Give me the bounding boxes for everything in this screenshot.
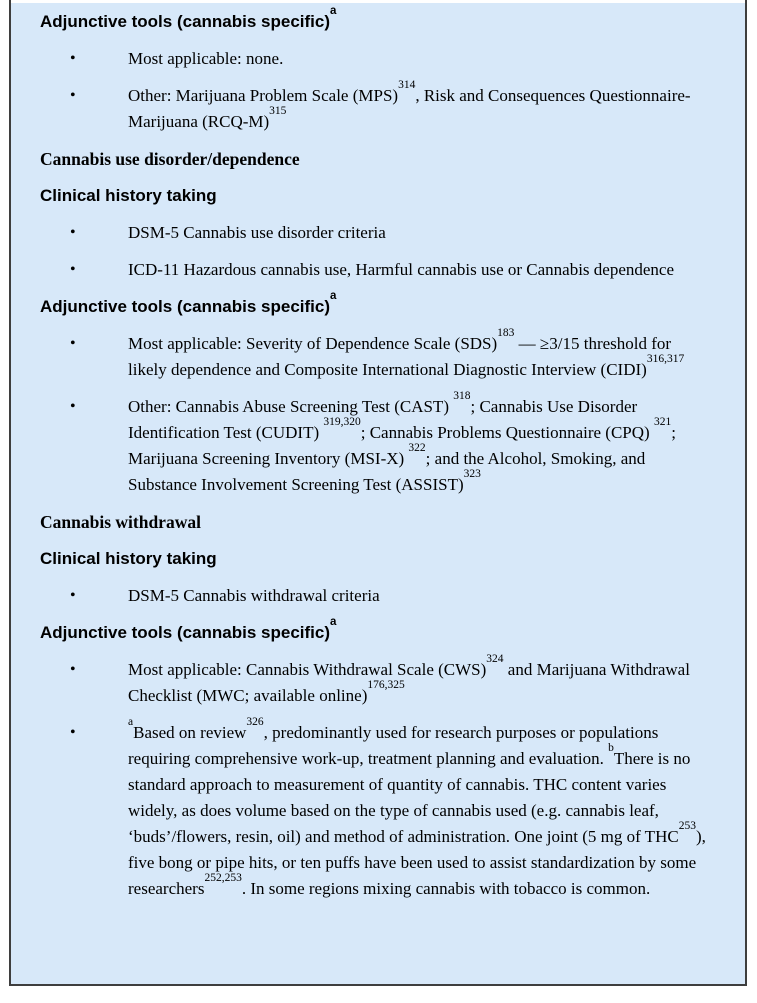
item-dsm5-use-disorder [40, 220, 713, 246]
superscript-reference: 176,325 [367, 679, 405, 692]
superscript-reference: 314 [398, 79, 416, 92]
bullet-icon: • [70, 261, 76, 278]
item-icd11 [40, 257, 713, 283]
bullet-icon: • [70, 587, 76, 604]
list-item-text: Most applicable: none. [128, 49, 284, 68]
bullet-icon: • [70, 661, 76, 678]
superscript-reference: a [128, 716, 134, 729]
bullet-icon: • [70, 224, 76, 241]
superscript-reference: 315 [269, 105, 287, 118]
list-item-text: Most applicable: Cannabis Withdrawal Scale (CWS)$^{324}$ and Marijuana Withdrawal Checklist (MWC; available online)$^{176,325}$ [128, 653, 690, 705]
superscript-reference: a [330, 616, 337, 629]
item-other-cast-cudit-cpq-msix-assist [40, 390, 713, 498]
superscript-reference: a [330, 5, 337, 18]
superscript-reference: b [608, 742, 614, 755]
bullet-icon: • [70, 724, 76, 741]
superscript-reference: 322 [408, 442, 426, 455]
item-dsm5-withdrawal [40, 583, 713, 609]
list-item-text: ICD-11 Hazardous cannabis use, Harmful cannabis use or Cannabis dependence [128, 260, 675, 279]
superscript-reference: 321 [653, 416, 672, 429]
superscript-reference: 323 [463, 468, 481, 481]
list-item-text: Other: Marijuana Problem Scale (MPS)$^{314}$, Risk and Consequences Questionnaire-Marijuana (RCQ-M)$^{315}$ [128, 79, 691, 131]
superscript-reference: 319,320 [323, 416, 361, 429]
assessment-tools-table-cell [9, 0, 747, 986]
superscript-reference: a [330, 290, 337, 303]
superscript-reference: 316,317 [646, 353, 685, 366]
list-item-text: $^a$Based on review$^{326}$, predominantly used for research purposes or populations requiring comprehensive work-up, treatment planning and evaluation. $^b$There is no standard approach to measurement of quantity of cannabis. THC content varies widely, as does volume based on the type of cannabis used (e.g. cannabis leaf, ‘buds’/flowers, resin, oil) and method of administration. One joint (5 mg of THC$^{253}$), five bong or pipe hits, or ten puffs have been used to assist standardization by some researchers$^{252,253}$. In some regions mixing cannabis with tobacco is common. [128, 716, 706, 898]
superscript-reference: 252,253 [204, 872, 242, 885]
superscript-reference: 183 [497, 327, 515, 340]
bullet-icon: • [70, 335, 76, 352]
bullet-icon: • [70, 50, 76, 67]
heading-clinical-history-1: Clinical history taking [40, 186, 217, 205]
item-most-applicable-sds-cidi [40, 327, 713, 383]
superscript-reference: 324 [486, 653, 504, 666]
document-content [40, 5, 713, 902]
superscript-reference: 326 [246, 716, 264, 729]
item-most-applicable-cws-mwc [40, 653, 713, 709]
heading-clinical-history-2: Clinical history taking [40, 549, 217, 568]
item-most-applicable-none [40, 46, 713, 72]
heading-adjunctive-tools-2: Adjunctive tools (cannabis specific)$^a$ [40, 290, 337, 316]
heading-adjunctive-tools-3: Adjunctive tools (cannabis specific)$^a$ [40, 616, 337, 642]
list-item-text: Other: Cannabis Abuse Screening Test (CAST) $^{318}$; Cannabis Use Disorder Identification Test (CUDIT) $^{319,320}$; Cannabis Problems Questionnaire (CPQ) $^{321}$; Marijuana Screening Inventory (MSI-X) $^{322}$; and the Alcohol, Smoking, and Substance Involvement Screening Test (ASSIST)$^{323}$ [128, 390, 676, 494]
item-footnotes [40, 716, 713, 902]
list-item-text: DSM-5 Cannabis use disorder criteria [128, 223, 386, 242]
list-item-text: Most applicable: Severity of Dependence Scale (SDS)$^{183}$ — ≥3/15 threshold for likely dependence and Composite International Diagnostic Interview (CIDI)$^{316,317}$ [128, 327, 685, 379]
superscript-reference: 318 [453, 390, 471, 403]
item-other-mps-rcqm [40, 79, 713, 135]
superscript-reference: 253 [678, 820, 696, 833]
heading-cannabis-withdrawal: Cannabis withdrawal [40, 512, 201, 532]
heading-cannabis-use-disorder: Cannabis use disorder/dependence [40, 149, 300, 169]
heading-adjunctive-tools-1: Adjunctive tools (cannabis specific)$^a$ [40, 5, 337, 31]
list-item-text: DSM-5 Cannabis withdrawal criteria [128, 586, 380, 605]
bullet-icon: • [70, 398, 76, 415]
bullet-icon: • [70, 87, 76, 104]
